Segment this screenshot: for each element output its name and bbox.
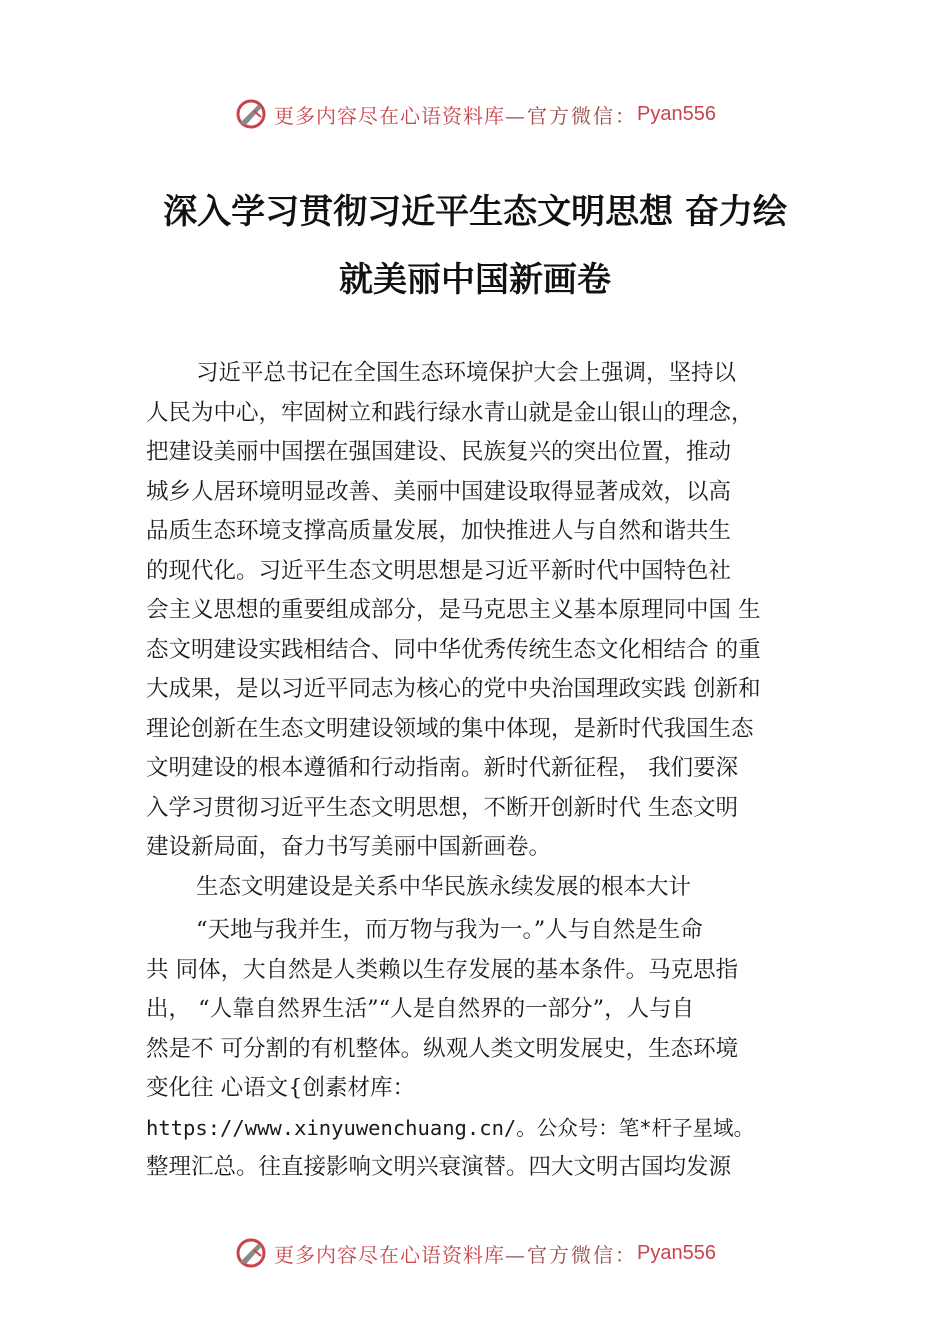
body-line: 文明建设的根本遵循和行动指南。新时代新征程， 我们要深 bbox=[146, 755, 739, 781]
footer-watermark-banner bbox=[0, 1233, 950, 1273]
banner-text-id: Pyan556 bbox=[637, 102, 716, 125]
banner-text-wechat: —官方微信： bbox=[505, 1242, 638, 1267]
body-line: 理论创新在生态文明建设领域的集中体现，是新时代我国生态 bbox=[146, 715, 754, 742]
body-line: 习近平总书记在全国生态环境保护大会上强调，坚持以 bbox=[196, 360, 737, 386]
body-line: “天地与我并生，而万物与我为一。”人与自然是生命 bbox=[196, 917, 703, 943]
body-line: 出， “人靠自然界生活”“人是自然界的一部分”，人与自 bbox=[146, 996, 695, 1022]
brush-logo-icon bbox=[234, 1236, 268, 1270]
title-line-2: 就美丽中国新画卷 bbox=[339, 260, 611, 300]
body-line: 态文明建设实践相结合、同中华优秀传统生态文化相结合 的重 bbox=[146, 636, 761, 663]
body-line: 建设新局面，奋力书写美丽中国新画卷。 bbox=[146, 834, 552, 860]
body-line: 入学习贯彻习近平生态文明思想，不断开创新时代 生态文明 bbox=[146, 794, 739, 821]
body-line: 整理汇总。往直接影响文明兴衰演替。四大文明古国均发源 bbox=[146, 1154, 732, 1180]
title-line-1: 深入学习贯彻习近平生态文明思想 奋力绘 bbox=[163, 192, 787, 232]
banner-text-wechat: —官方微信： bbox=[505, 103, 638, 128]
header-watermark-banner bbox=[0, 94, 950, 134]
brush-logo-icon bbox=[234, 97, 268, 131]
banner-text-library: 更多内容尽在心语资料库 bbox=[274, 103, 506, 128]
body-line-url: https://www.xinyuwenchuang.cn/。公众号：笔*杆子星域。 bbox=[146, 1115, 755, 1140]
body-line: 大成果，是以习近平同志为核心的党中央治国理政实践 创新和 bbox=[146, 676, 761, 702]
body-line: 变化往 心语文{创素材库： bbox=[146, 1075, 415, 1101]
body-line: 城乡人居环境明显改善、美丽中国建设取得显著成效，以高 bbox=[146, 478, 732, 505]
body-line: 的现代化。习近平生态文明思想是习近平新时代中国特色社 bbox=[146, 557, 732, 584]
banner-text-library: 更多内容尽在心语资料库 bbox=[274, 1242, 506, 1267]
document-body bbox=[146, 354, 836, 1188]
body-line: 会主义思想的重要组成部分，是马克思主义基本原理同中国 生 bbox=[146, 597, 761, 623]
banner-text-id: Pyan556 bbox=[637, 1241, 716, 1264]
body-line: 然是不 可分割的有机整体。纵观人类文明发展史，生态环境 bbox=[146, 1035, 739, 1062]
body-line: 把建设美丽中国摆在强国建设、民族复兴的突出位置，推动 bbox=[146, 439, 732, 465]
body-line: 共 同体，大自然是人类赖以生存发展的基本条件。马克思指 bbox=[146, 956, 739, 983]
document-title bbox=[120, 178, 830, 314]
section-heading: 生态文明建设是关系中华民族永续发展的根本大计 bbox=[196, 873, 692, 900]
body-line: 品质生态环境支撑高质量发展，加快推进人与自然和谐共生 bbox=[146, 518, 732, 544]
body-line: 人民为中心，牢固树立和践行绿水青山就是金山银山的理念， bbox=[146, 399, 754, 426]
